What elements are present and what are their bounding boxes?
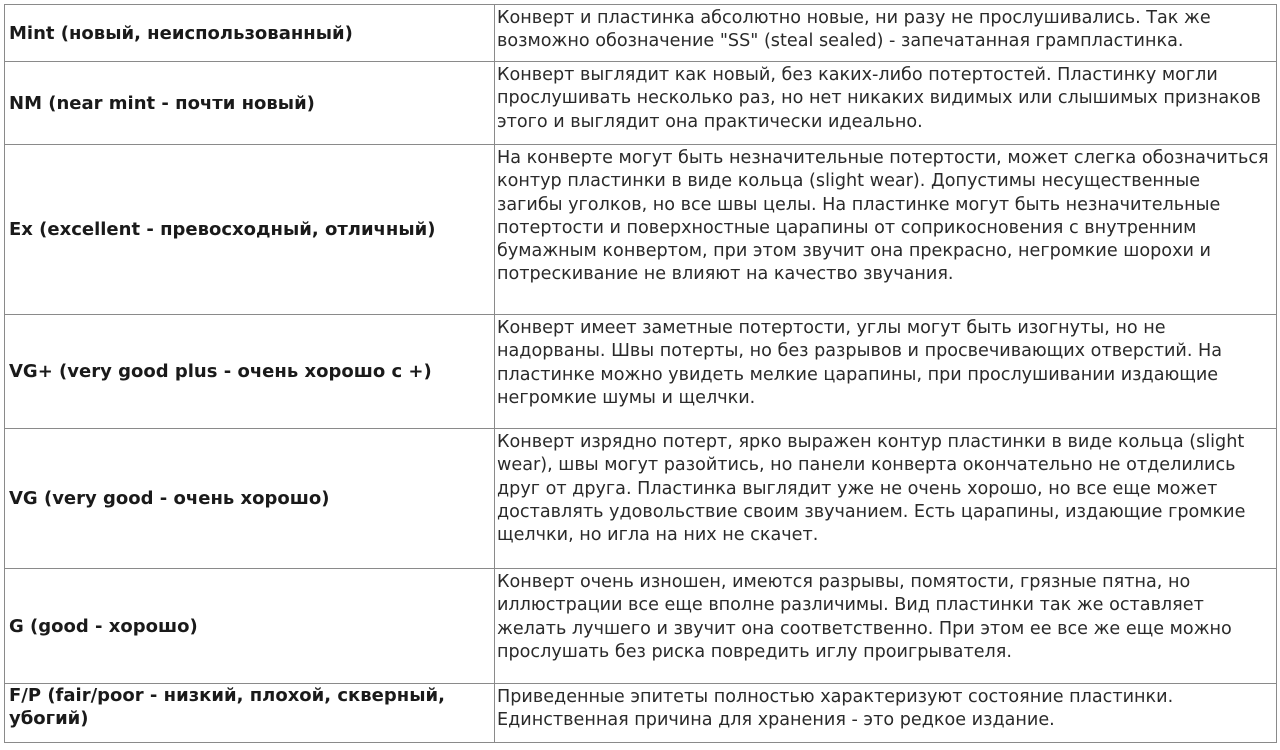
- grade-description-text: Конверт и пластинка абсолютно новые, ни разу не прослушивались. Так же возможно обозначение "SS" (steal sealed) - запечатанная грампластинка.: [497, 8, 1211, 52]
- grade-description: [495, 429, 1277, 569]
- grade-description: [495, 315, 1277, 429]
- grade-description: [495, 684, 1277, 743]
- table-row: [5, 569, 1277, 684]
- grade-label: VG (very good - очень хорошо): [5, 429, 495, 569]
- grade-description: [495, 5, 1277, 62]
- table-row: [5, 684, 1277, 743]
- grade-description-text: На конверте могут быть незначительные потертости, может слегка обозначиться контур пластинки в виде кольца (slight wear). Допустимы несущественные загибы уголков, но все швы целы. На пластинке могут быть незначительные потертости и поверхностные царапины от соприкосновения с внутренним бумажным конвертом, при этом звучит она прекрасно, негромкие шорохи и потрескивание не влияют на качество звучания.: [497, 148, 1269, 285]
- table-row: [5, 145, 1277, 315]
- table-row: [5, 429, 1277, 569]
- grade-description: [495, 569, 1277, 684]
- grade-label: F/P (fair/poor - низкий, плохой, скверный, убогий): [5, 684, 495, 743]
- table-row: [5, 5, 1277, 62]
- grade-description-text: Конверт очень изношен, имеются разрывы, помятости, грязные пятна, но иллюстрации все еще вполне различимы. Вид пластинки так же оставляет желать лучшего и звучит она соответственно. При этом ее все же еще можно прослушать без риска повредить иглу проигрывателя.: [497, 572, 1232, 662]
- grade-description-text: Конверт изрядно потерт, ярко выражен контур пластинки в виде кольца (slight wear), швы могут разойтись, но панели конверта окончательно не отделились друг от друга. Пластинка выглядит уже не очень хорошо, но все еще может доставлять удовольствие своим звучанием. Есть царапины, издающие громкие щелчки, но игла на них не скачет.: [497, 432, 1246, 546]
- table-row: [5, 315, 1277, 429]
- grade-description-text: Приведенные эпитеты полностью характеризуют состояние пластинки. Единственная причина для хранения - это редкое издание.: [497, 687, 1174, 731]
- grade-label: Ex (excellent - превосходный, отличный): [5, 145, 495, 315]
- grade-description: [495, 62, 1277, 145]
- grade-description-text: Конверт выглядит как новый, без каких-либо потертостей. Пластинку могли прослушивать несколько раз, но нет никаких видимых или слышимых признаков этого и выглядит она практически идеально.: [497, 65, 1261, 132]
- grading-table: [4, 4, 1277, 743]
- grade-label: G (good - хорошо): [5, 569, 495, 684]
- table-row: [5, 62, 1277, 145]
- grade-description-text: Конверт имеет заметные потертости, углы могут быть изогнуты, но не надорваны. Швы потерты, но без разрывов и просвечивающих отверстий. На пластинке можно увидеть мелкие царапины, при прослушивании издающие негромкие шумы и щелчки.: [497, 318, 1223, 408]
- grade-label: VG+ (very good plus - очень хорошо с +): [5, 315, 495, 429]
- grade-label: Mint (новый, неиспользованный): [5, 5, 495, 62]
- grade-label: NM (near mint - почти новый): [5, 62, 495, 145]
- grade-description: [495, 145, 1277, 315]
